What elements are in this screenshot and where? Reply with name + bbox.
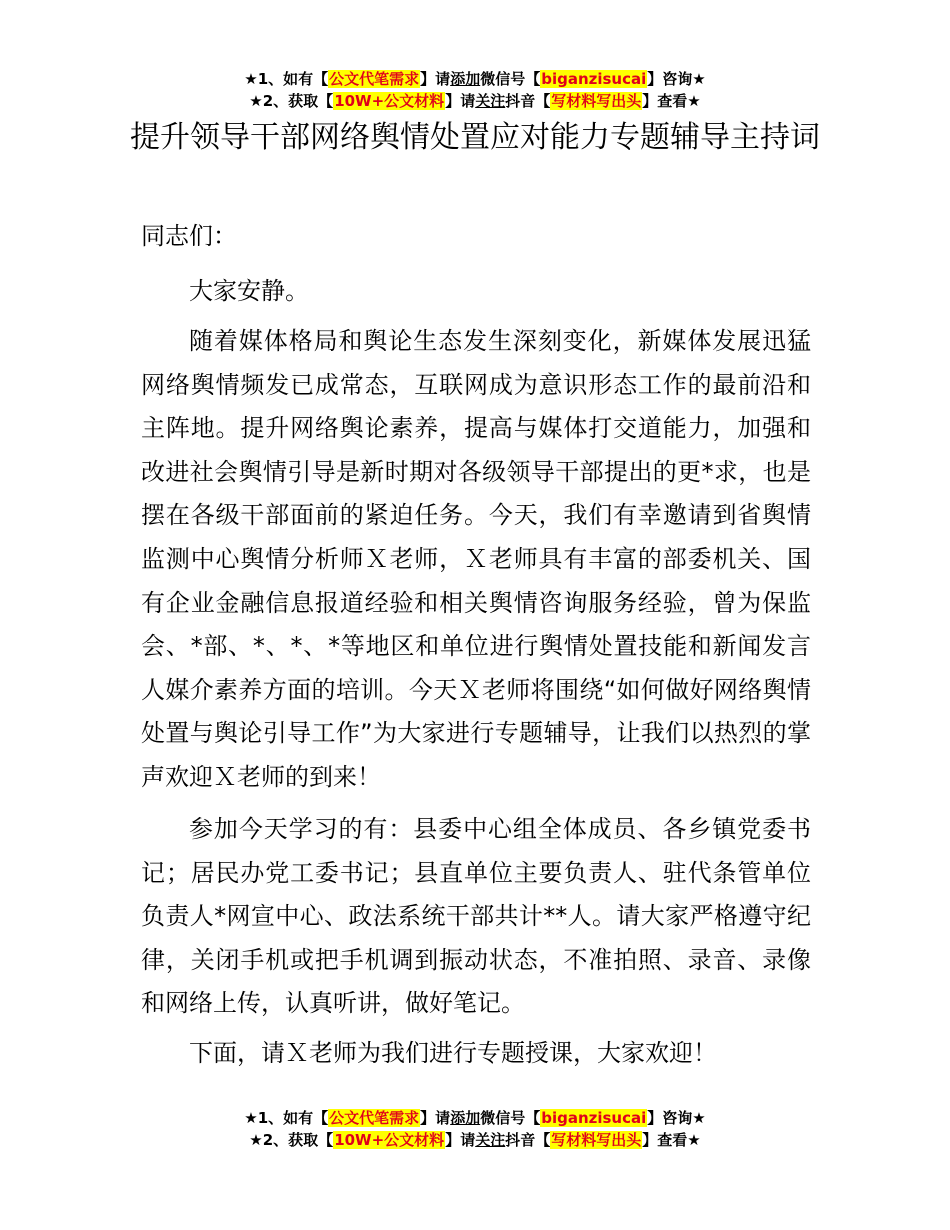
promo-highlight: 10W+公文材料 [334,92,445,110]
promo-highlight: 公文代笔需求 [329,70,420,88]
paragraph-2: 随着媒体格局和舆论生态发生深刻变化，新媒体发展迅猛网络舆情频发已成常态，互联网成为意识形态工作的最前沿和主阵地。提升网络舆论素养，提高与媒体打交道能力，加强和改进社会舆情引导是新时期对各级领导干部提出的更*求，也是摆在各级干部面前的紧迫任务。今天，我们有幸邀请到省舆情监测中心舆情分析师Ｘ老师，Ｘ老师具有丰富的部委机关、国有企业金融信息报道经验和相关舆情咨询服务经验，曾为保监会、*部、*、*、*等地区和单位进行舆情处置技能和新闻发言人媒介素养方面的培训。今天Ｘ老师将围绕“如何做好网络舆情处置与舆论引导工作”为大家进行专题辅导，让我们以热烈的掌声欢迎Ｘ老师的到来！ [141,327,811,791]
promo-line-1 [0,68,950,90]
promo-line-2 [0,90,950,112]
promo-underlined-text: 添加 [450,1109,481,1127]
promo-banner-bottom [0,1107,950,1151]
promo-text: 】查看★ [642,1131,701,1149]
promo-text: ★1、如有【 [244,70,329,88]
promo-highlight: 写材料写出头 [551,1131,642,1149]
promo-highlight: biganzisucai [541,1109,647,1127]
promo-highlight: 公文代笔需求 [329,1109,420,1127]
promo-text: 】咨询★ [647,70,706,88]
promo-text: 】请 [445,1131,476,1149]
paragraph-1: 大家安静。 [189,277,309,305]
promo-text: 】请 [420,70,451,88]
paragraph-4: 下面，请Ｘ老师为我们进行专题授课，大家欢迎！ [189,1039,717,1067]
promo-line-2 [0,1129,950,1151]
promo-text: 微信号【 [480,1109,541,1127]
promo-text: 】咨询★ [647,1109,706,1127]
document-title: 提升领导干部网络舆情处置应对能力专题辅导主持词 [130,120,820,155]
promo-banner-top [0,68,950,112]
promo-text: 】请 [420,1109,451,1127]
promo-line-1 [0,1107,950,1129]
promo-text: ★2、获取【 [249,1131,334,1149]
promo-highlight: biganzisucai [541,70,647,88]
promo-text: 微信号【 [480,70,541,88]
promo-highlight: 10W+公文材料 [334,1131,445,1149]
promo-text: ★2、获取【 [249,92,334,110]
promo-text: 抖音【 [505,92,551,110]
promo-text: ★1、如有【 [244,1109,329,1127]
promo-text: 】请 [445,92,476,110]
salutation: 同志们： [141,222,237,250]
promo-highlight: 写材料写出头 [551,92,642,110]
paragraph-3: 参加今天学习的有：县委中心组全体成员、各乡镇党委书记；居民办党工委书记；县直单位主要负责人、驻代条管单位负责人*网宣中心、政法系统干部共计**人。请大家严格遵守纪律，关闭手机或把手机调到振动状态，不准拍照、录音、录像和网络上传，认真听讲，做好笔记。 [141,815,811,1018]
promo-underlined-text: 关注 [475,92,506,110]
promo-text: 抖音【 [505,1131,551,1149]
promo-underlined-text: 关注 [475,1131,506,1149]
promo-underlined-text: 添加 [450,70,481,88]
promo-text: 】查看★ [642,92,701,110]
